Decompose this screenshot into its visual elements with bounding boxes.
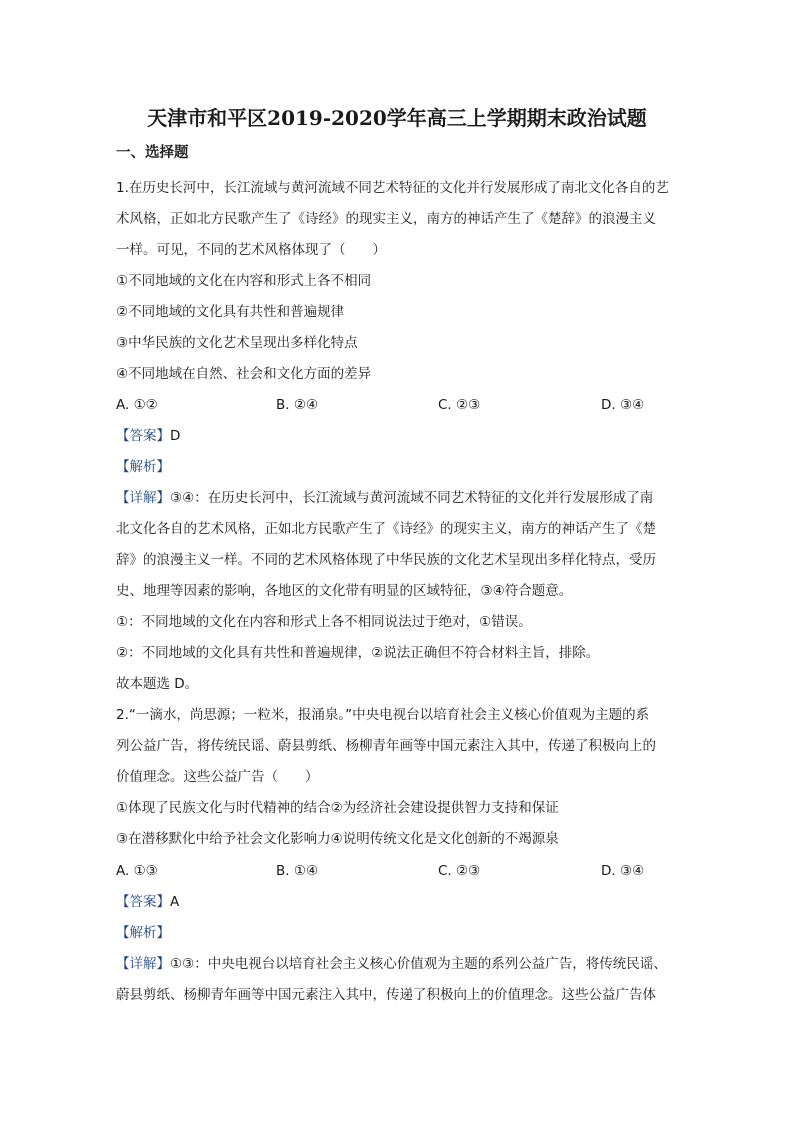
- q2-answer: [116, 892, 696, 912]
- answer-label: 【答案】: [116, 894, 170, 910]
- q2-stem-line: 价值理念。这些公益广告（ ）: [116, 769, 319, 785]
- q1-option-c: C. ②③: [438, 397, 481, 413]
- q1-option-d: D. ③④: [601, 397, 645, 413]
- q1-detail-line: ②：不同地域的文化具有共性和普遍规律，②说法正确但不符合材料主旨，排除。: [116, 645, 600, 661]
- q2-option-c: C. ②③: [438, 863, 481, 879]
- detail-text: ③④：在历史长河中，长江流域与黄河流域不同艺术特征的文化并行发展形成了南: [170, 490, 654, 506]
- q2-option-a: A. ①③: [116, 863, 158, 879]
- q1-item: ②不同地域的文化具有共性和普遍规律: [116, 304, 345, 320]
- q1-option-b: B. ②④: [276, 397, 319, 413]
- answer-label: 【答案】: [116, 428, 170, 444]
- q2-stem-line: 2.“一滴水，尚思源；一粒米，报涌泉。”中央电视台以培育社会主义核心价值观为主题的系: [116, 707, 650, 723]
- q2-stem-line: 列公益广告，将传统民谣、蔚县剪纸、杨柳青年画等中国元素注入其中，传递了积极向上的: [116, 738, 656, 754]
- q2-option-b: B. ①④: [276, 863, 319, 879]
- answer-value: A: [170, 894, 180, 910]
- q1-detail-line: 故本题选 D。: [116, 676, 199, 692]
- q1-stem-line: 一样。可见，不同的艺术风格体现了（ ）: [116, 242, 386, 258]
- q2-item: ①体现了民族文化与时代精神的结合②为经济社会建设提供智力支持和保证: [116, 800, 559, 816]
- answer-value: D: [170, 428, 181, 444]
- q1-detail-line: 北文化各自的艺术风格，正如北方民歌产生了《诗经》的现实主义，南方的神话产生了《楚: [116, 521, 656, 537]
- q1-item: ①不同地域的文化在内容和形式上各不相同: [116, 273, 372, 289]
- q2-detail-line: [116, 954, 696, 974]
- detail-text: ①③：中央电视台以培育社会主义核心价值观为主题的系列公益广告，将传统民谣、: [170, 956, 667, 972]
- section-title: 一、选择题: [116, 145, 189, 161]
- q2-detail-line: 蔚县剪纸、杨柳青年画等中国元素注入其中，传递了积极向上的价值理念。这些公益广告体: [116, 987, 656, 1003]
- q1-stem-line: 1.在历史长河中，长江流域与黄河流域不同艺术特征的文化并行发展形成了南北文化各自的艺: [116, 180, 669, 196]
- q1-analysis-label: 【解析】: [116, 459, 170, 475]
- q2-option-d: D. ③④: [601, 863, 645, 879]
- q1-item: ④不同地域在自然、社会和文化方面的差异: [116, 366, 372, 382]
- q1-detail-line: 史、地理等因素的影响，各地区的文化带有明显的区域特征，③④符合题意。: [116, 583, 573, 599]
- q1-detail-line: ①：不同地域的文化在内容和形式上各不相同说法过于绝对，①错误。: [116, 614, 532, 630]
- q2-analysis-label: 【解析】: [116, 925, 170, 941]
- detail-label: 【详解】: [116, 490, 170, 506]
- q1-answer: [116, 426, 696, 446]
- detail-label: 【详解】: [116, 956, 170, 972]
- q1-stem-line: 术风格，正如北方民歌产生了《诗经》的现实主义，南方的神话产生了《楚辞》的浪漫主义: [116, 211, 656, 227]
- q1-detail-line: [116, 488, 696, 508]
- q1-item: ③中华民族的文化艺术呈现出多样化特点: [116, 335, 358, 351]
- q1-detail-line: 辞》的浪漫主义一样。不同的艺术风格体现了中华民族的文化艺术呈现出多样化特点，受历: [116, 552, 656, 568]
- q2-item: ③在潜移默化中给予社会文化影响力④说明传统文化是文化创新的不竭源泉: [116, 831, 559, 847]
- page-title: 天津市和平区2019-2020学年高三上学期期末政治试题: [147, 106, 647, 130]
- q1-option-a: A. ①②: [116, 397, 158, 413]
